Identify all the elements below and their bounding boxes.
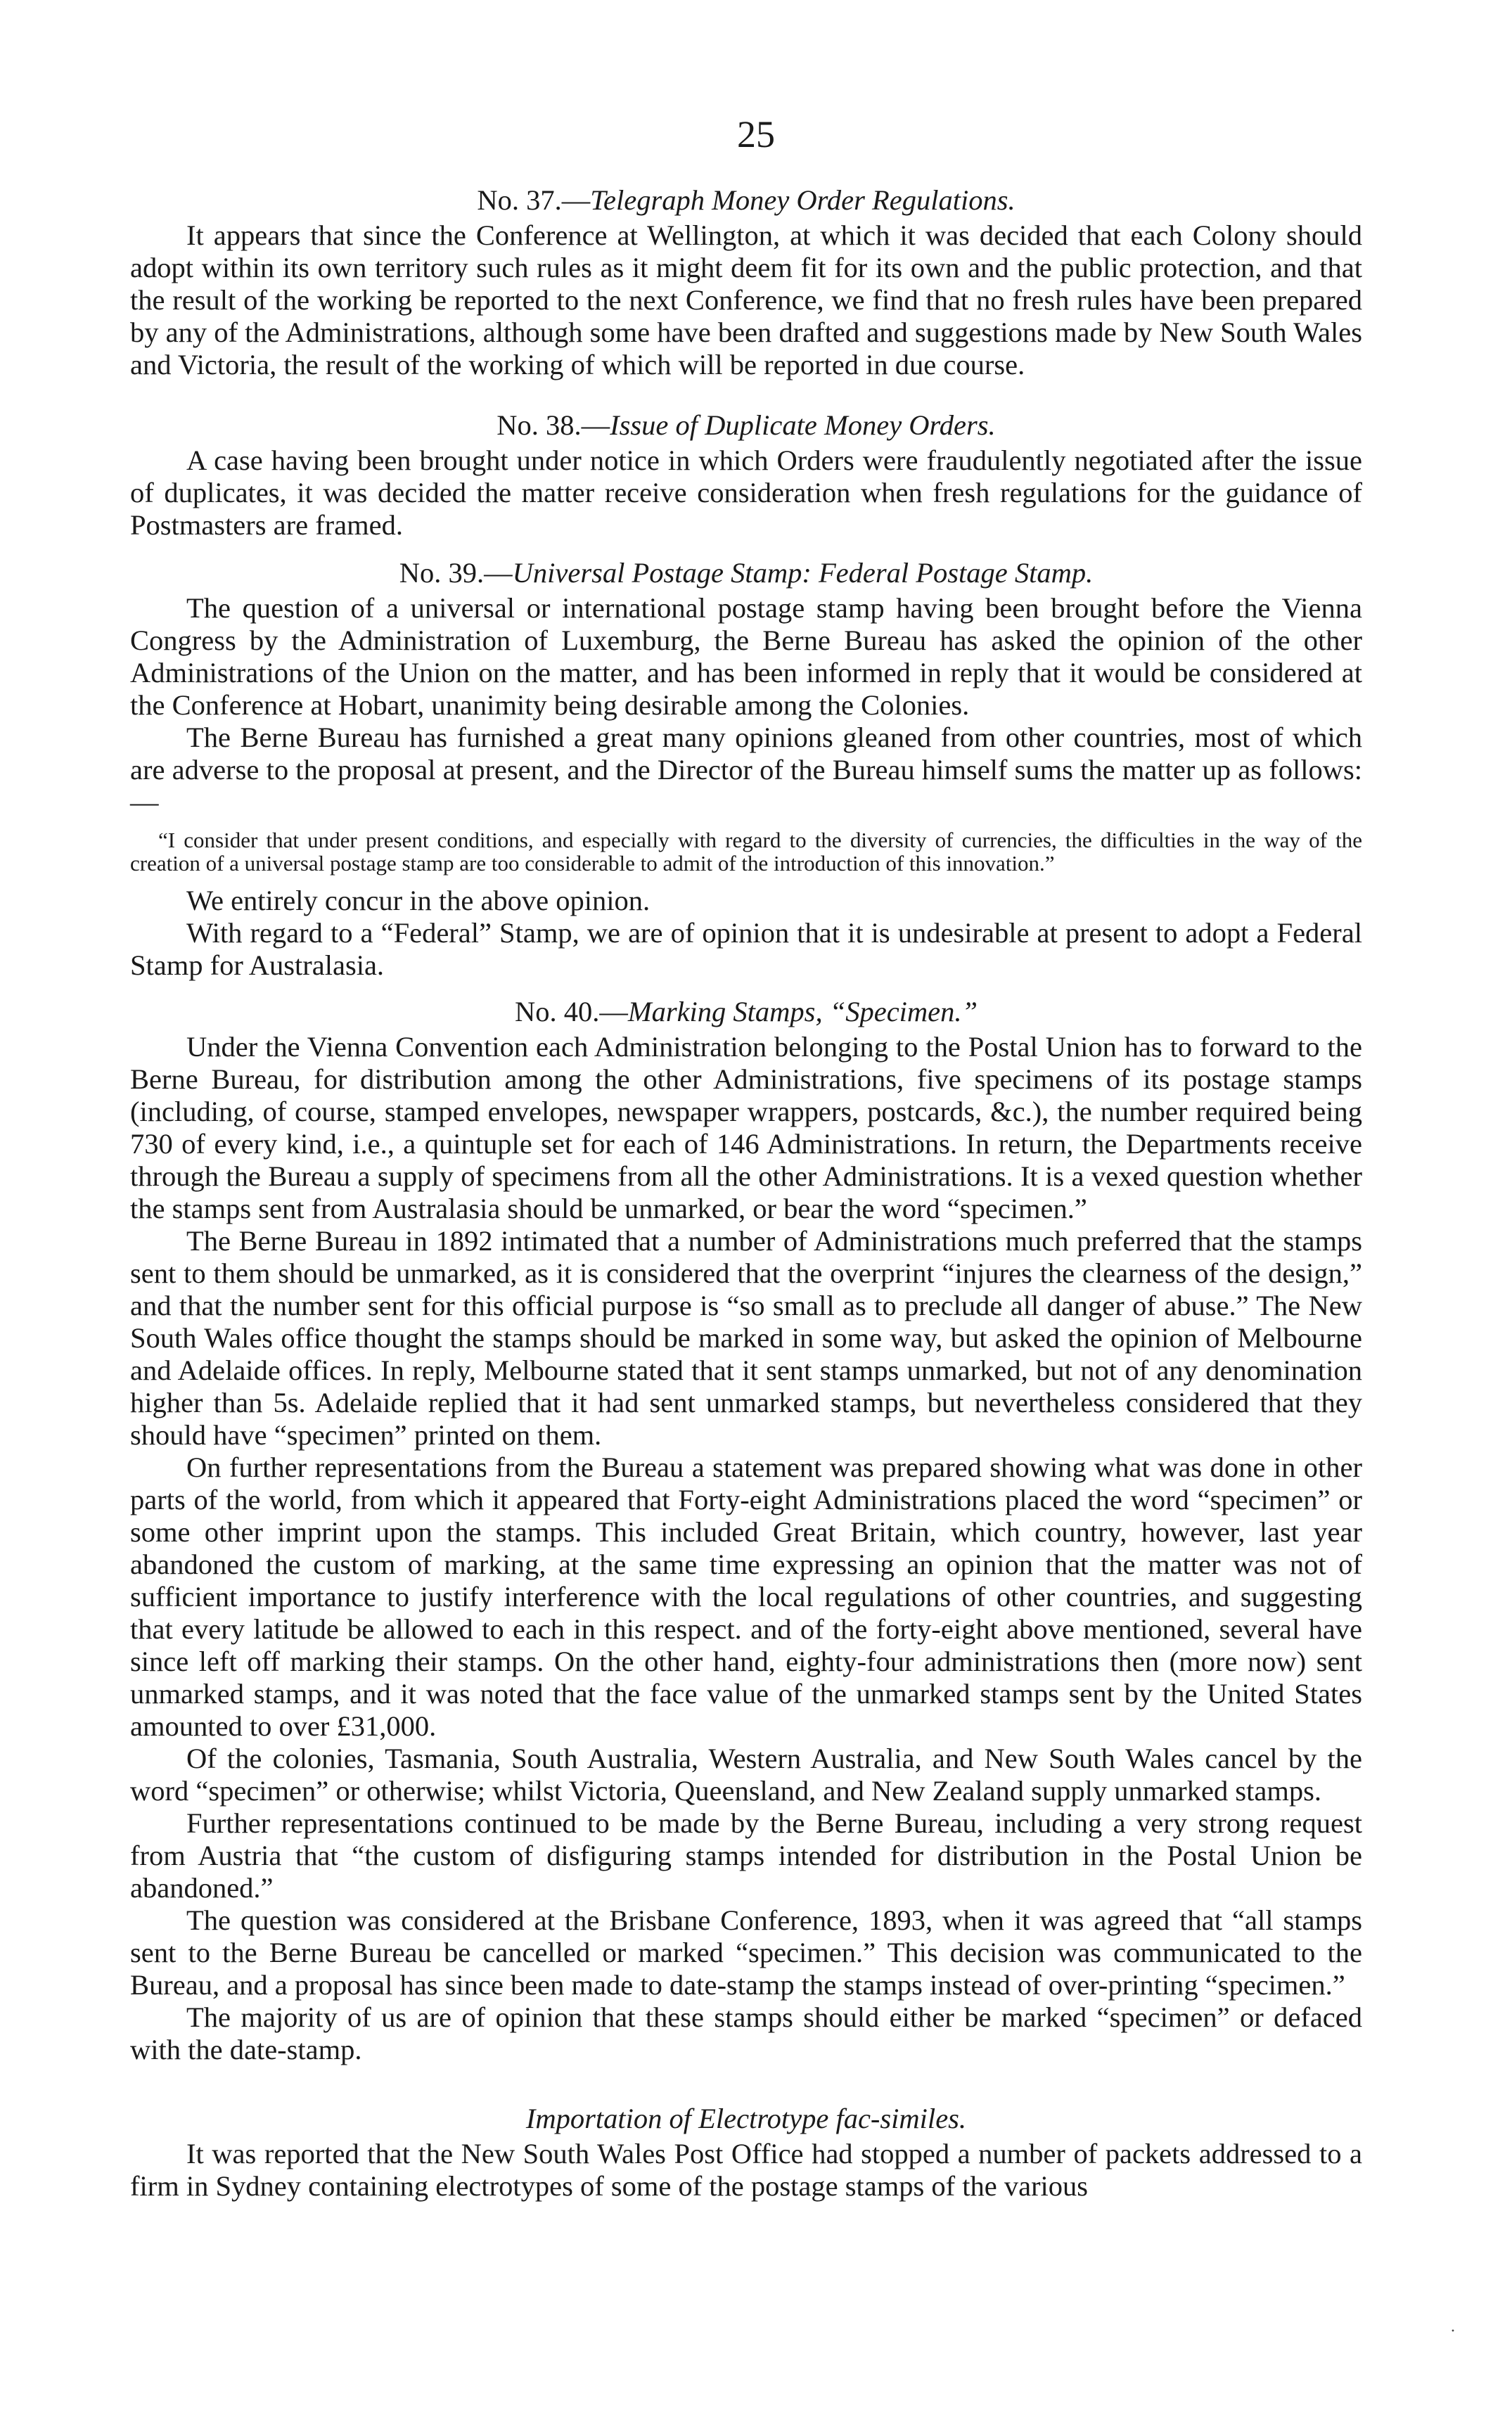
section-heading: [130, 996, 1362, 1028]
paragraph: The question of a universal or international postage stamp having been brought before the Vienna Congress by the Administration of Luxemburg, the Berne Bureau has asked the opinion of the other Administrations of the Union on the matter, and has been informed in reply that it would be considered at the Conference at Hobart, unanimity being desirable among the Colonies.: [130, 592, 1362, 721]
paragraph: Under the Vienna Convention each Administration belonging to the Postal Union has to forward to the Berne Bureau, for distribution among the other Administrations, five specimens of its postage stamps (including, of course, stamped envelopes, newspaper wrappers, postcards, &c.), the number required being 730 of every kind, i.e., a quintuple set for each of 146 Administrations. In return, the Departments receive through the Bureau a supply of specimens from all the other Administrations. It is a vexed question whether the stamps sent from Australasia should be unmarked, or bear the word “specimen.”: [130, 1031, 1362, 1224]
section-heading: [130, 184, 1362, 217]
margin-mark: ·: [1450, 2322, 1456, 2340]
paragraph: A case having been brought under notice in which Orders were fraudulently negotiated after the issue of duplicates, it was decided the matter receive consideration when fresh regulations for the guidance of Postmasters are framed.: [130, 444, 1362, 541]
paragraph: The Berne Bureau in 1892 intimated that a number of Administrations much preferred that the stamps sent to them should be unmarked, as it is considered that the overprint “injures the clearness of the design,” and that the number sent for this official purpose is “so small as to preclude all danger of abuse.” The New South Wales office thought the stamps should be marked in some way, but asked the opinion of Melbourne and Adelaide offices. In reply, Melbourne stated that it sent stamps unmarked, but not of any denomination higher than 5s. Adelaide replied that it had sent unmarked stamps, but nevertheless considered that they should have “specimen” printed on them.: [130, 1225, 1362, 1451]
paragraph: The Berne Bureau has furnished a great many opinions gleaned from other countries, most of which are adverse to the proposal at present, and the Director of the Bureau himself sums the matter up as follows:—: [130, 722, 1362, 818]
page-number: 25: [737, 113, 775, 155]
section-title: Importation of Electrotype fac-similes.: [525, 2103, 967, 2134]
page-body: [130, 184, 1362, 2203]
section-number: No. 37.—: [477, 184, 591, 216]
paragraph: With regard to a “Federal” Stamp, we are of opinion that it is undesirable at present to adopt a Federal Stamp for Australasia.: [130, 917, 1362, 981]
section-number: No. 39.—: [399, 557, 513, 589]
block-quote: “I consider that under present conditions, and especially with regard to the diversity of currencies, the difficulties in the way of the creation of a universal postage stamp are too considerable to admit of the introduction of this innovation.”: [130, 828, 1362, 876]
section-title: Issue of Duplicate Money Orders.: [610, 409, 996, 441]
paragraph: The question was considered at the Brisbane Conference, 1893, when it was agreed that “all stamps sent to the Berne Bureau be cancelled or marked “specimen.” This decision was communicated to the Bureau, and a proposal has since been made to date-stamp the stamps instead of over-printing “specimen.”: [130, 1904, 1362, 2001]
paragraph: It appears that since the Conference at Wellington, at which it was decided that each Colony should adopt within its own territory such rules as it might deem fit for its own and the public protection, and that the result of the working be reported to the next Conference, we find that no fresh rules have been prepared by any of the Administrations, although some have been drafted and suggestions made by New South Wales and Victoria, the result of the working of which will be reported in due course.: [130, 219, 1362, 380]
paragraph: It was reported that the New South Wales Post Office had stopped a number of packets addressed to a firm in Sydney containing electrotypes of some of the postage stamps of the various: [130, 2138, 1362, 2202]
section-number: No. 38.—: [496, 409, 610, 441]
section-heading: [130, 409, 1362, 442]
section-title: Universal Postage Stamp: Federal Postage Stamp.: [512, 557, 1094, 589]
section-heading: [130, 2103, 1362, 2135]
section-number: No. 40.—: [514, 996, 628, 1027]
section-heading: [130, 557, 1362, 589]
section-title: Telegraph Money Order Regulations.: [590, 184, 1016, 216]
paragraph: Further representations continued to be made by the Berne Bureau, including a very strong request from Austria that “the custom of disfiguring stamps intended for distribution in the Postal Union be abandoned.”: [130, 1807, 1362, 1904]
paragraph: We entirely concur in the above opinion.: [186, 885, 651, 916]
paragraph: The majority of us are of opinion that these stamps should either be marked “specimen” or defaced with the date-stamp.: [130, 2001, 1362, 2065]
paragraph: Of the colonies, Tasmania, South Australia, Western Australia, and New South Wales cancel by the word “specimen” or otherwise; whilst Victoria, Queensland, and New Zealand supply unmarked stamps.: [130, 1743, 1362, 1807]
paragraph: On further representations from the Bureau a statement was prepared showing what was done in other parts of the world, from which it appeared that Forty-eight Administrations placed the word “specimen” or some other imprint upon the stamps. This included Great Britain, which country, however, last year abandoned the custom of marking, at the same time expressing an opinion that the matter was not of sufficient importance to justify interference with the local regulations of other countries, and suggesting that every latitude be allowed to each in this respect. and of the forty-eight above mentioned, several have since left off marking their stamps. On the other hand, eighty-four administrations then (more now) sent unmarked stamps, and it was noted that the face value of the unmarked stamps sent by the United States amounted to over £31,000.: [130, 1451, 1362, 1742]
section-title: Marking Stamps, “Specimen.”: [627, 996, 978, 1027]
